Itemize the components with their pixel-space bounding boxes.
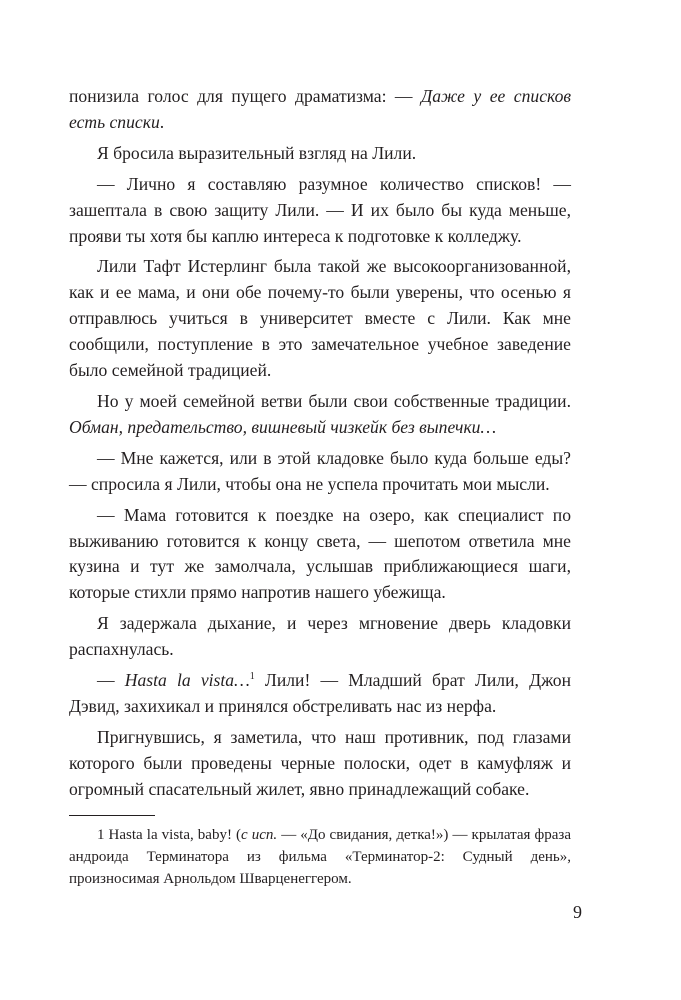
text-segment: . [159, 111, 165, 132]
paragraph [69, 503, 571, 607]
italic-text-segment: с исп. [241, 826, 278, 843]
text-segment: — Мне кажется, или в этой кладовке было куда больше еды? — спросила я Лили, чтобы она не успела прочитать мои мысли. [69, 447, 571, 494]
paragraph [69, 725, 571, 803]
footnote [69, 824, 571, 890]
text-segment: — Лично я составляю разумное количество списков! — зашептала в свою защиту Лили. — И их было бы куда меньше, прояви ты хотя бы каплю интереса к подготовке к колледжу. [69, 173, 571, 246]
text-segment: Я задержала дыхание, и через мгновение дверь кладовки распахнулась. [69, 613, 571, 660]
footnote-reference: 1 [249, 671, 255, 683]
italic-text-segment: Обман, предательство, вишневый чизкейк без выпечки… [69, 416, 497, 437]
italic-text-segment: Hasta la vista… [124, 670, 250, 691]
footnote-divider [69, 815, 155, 816]
text-segment: понизила голос для пущего драматизма: — [69, 86, 422, 106]
text-segment: Я бросила выразительный взгляд на Лили. [97, 142, 417, 163]
italic-text-segment: Даже у ее списков есть списки [69, 86, 571, 132]
text-segment: Но у моей семейной ветви были свои собственные традиции. [97, 390, 571, 411]
footnote-number: 1 [97, 826, 105, 843]
text-segment: Лили Тафт Истерлинг была такой же высокоорганизованной, как и ее мама, и они обе почему-то были уверены, что осенью я отправлюсь учиться в университет вместе с Лили. Как мне сообщили, поступление в это замечательное учебное заведение было семейной традицией. [69, 256, 571, 381]
text-segment: — «До свидания, детка!») — крылатая фраза андроида Терминатора из фильма «Терминатор-2: Судный день», произносимая Арнольдом Шварценеггером. [69, 826, 571, 887]
text-segment: — [97, 670, 125, 691]
body-text [69, 84, 571, 803]
paragraph [69, 668, 571, 720]
paragraph [69, 446, 571, 498]
page-number: 9 [573, 902, 582, 922]
text-segment: Лили! — Младший брат Лили, Джон Дэвид, захихикал и принялся обстреливать нас из нерфа. [69, 670, 572, 716]
text-segment: Пригнувшись, я заметила, что наш противник, под глазами которого были проведены черные полоски, одет в камуфляж и огромный спасательный жилет, явно принадлежащий собаке. [69, 726, 571, 799]
paragraph [69, 389, 571, 441]
paragraph [69, 84, 571, 136]
paragraph [69, 611, 571, 663]
text-segment: — Мама готовится к поездке на озеро, как специалист по выживанию готовится к концу света, — шепотом ответила мне кузина и тут же замолчала, услышав приближающиеся шаги, которые стихли прямо напротив нашего убежища. [69, 504, 571, 603]
text-segment: Hasta la vista, baby! ( [104, 826, 242, 843]
paragraph [69, 172, 571, 250]
paragraph [69, 141, 571, 167]
book-page [69, 84, 571, 890]
paragraph [69, 254, 571, 384]
